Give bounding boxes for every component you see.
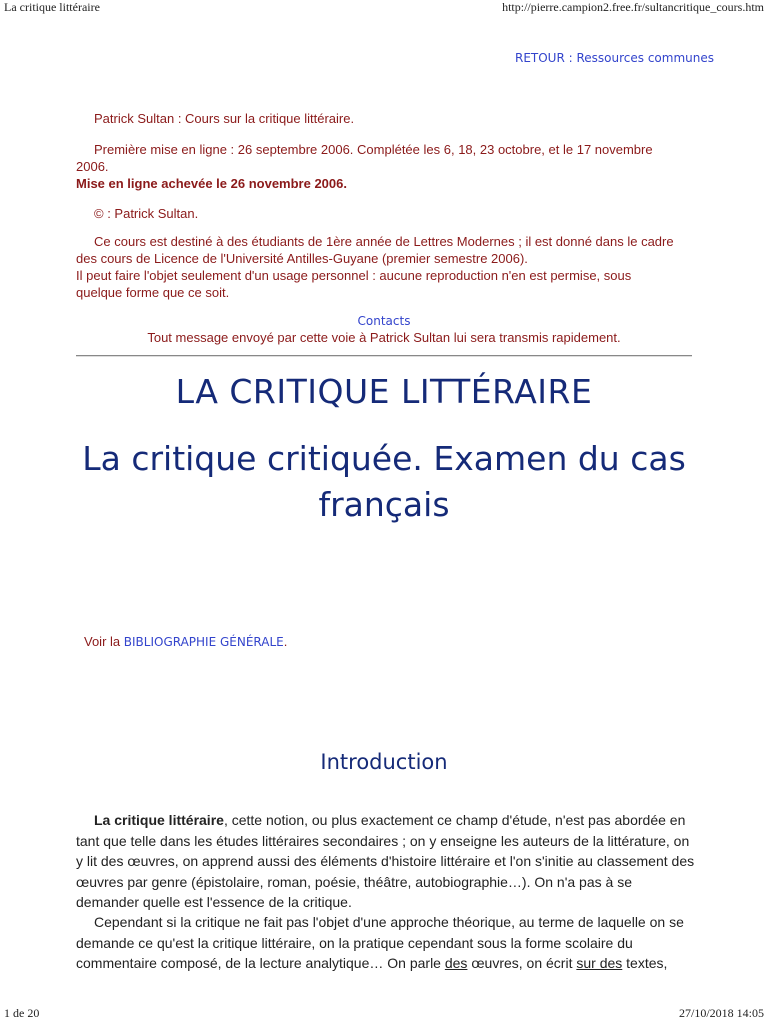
author-text: Patrick Sultan : Cours sur la critique littéraire. [94,111,355,126]
intro-p2-start: Cependant si la critique ne fait pas l'objet d'une approche théorique, au terme de laquelle on se demande ce qu'est la critique littéraire, on la pratique cependant sous la forme scolaire du commentaire composé, de la lecture analytique… On parle [76,914,684,971]
copyright-text: © : Patrick Sultan. [94,206,199,221]
intro-p1-text: , cette notion, ou plus exactement ce champ d'étude, n'est pas abordée en tant que telle dans les études littéraires secondaires ; on y enseigne les auteurs de la littérature, on y lit des œuvres, on apprend aussi des éléments d'histoire littéraire et l'on s'initie au classement des œuvres par genre (épistolaire, roman, poésie, théâtre, autobiographie…). On n'a pas à se demander quelle est l'essence de la critique. [76,812,695,910]
intro-paragraph-2 [76,912,696,974]
bibliography-link[interactable]: BIBLIOGRAPHIE GÉNÉRALE [123,635,284,649]
bibliography-line [84,634,287,649]
introduction-heading: Introduction [320,750,448,774]
page-subtitle: La critique critiquée. Examen du cas français [82,439,686,524]
course-author-line [76,110,676,127]
contacts-link[interactable]: Contacts [357,314,411,328]
usage-text: Il peut faire l'objet seulement d'un usage personnel : aucune reproduction n'en est permise, sous quelque forme que ce soit. [76,268,632,300]
bibliography-suffix: . [283,634,288,649]
course-audience [76,233,676,301]
publication-info [76,141,676,192]
publication-complete: Mise en ligne achevée le 26 novembre 2006. [76,176,347,191]
intro-p2-underline-1: des [444,955,468,971]
publication-dates: Première mise en ligne : 26 septembre 2006. Complétée les 6, 18, 23 octobre, et le 17 novembre 2006. [76,142,653,174]
bibliography-prefix: Voir la [84,634,121,649]
intro-paragraph-1 [76,810,696,913]
audience-text: Ce cours est destiné à des étudiants de 1ère année de Lettres Modernes ; il est donné dans le cadre des cours de Licence de l'Université Antilles-Guyane (premier semestre 2006). [76,234,674,266]
intro-p2-underline-2: sur des [576,955,623,971]
page-title: LA CRITIQUE LITTÉRAIRE [175,372,593,411]
print-url: http://pierre.campion2.free.fr/sultancritique_cours.htm [502,0,764,14]
print-datetime: 27/10/2018 14:05 [678,1006,764,1020]
page-count: 1 de 20 [4,1006,40,1020]
print-header [4,0,764,16]
divider [76,355,692,357]
print-footer [4,1006,764,1022]
retour-link[interactable]: RETOUR : Ressources communes [514,51,714,65]
intro-lead-term: La critique littéraire [94,812,224,828]
intro-p2-mid: œuvres, on écrit [467,955,577,971]
intro-p2-end: textes, [622,955,668,971]
contacts-message: Tout message envoyé par cette voie à Patrick Sultan lui sera transmis rapidement. [147,330,621,345]
copyright-line [76,205,676,222]
print-page-title: La critique littéraire [4,0,100,14]
